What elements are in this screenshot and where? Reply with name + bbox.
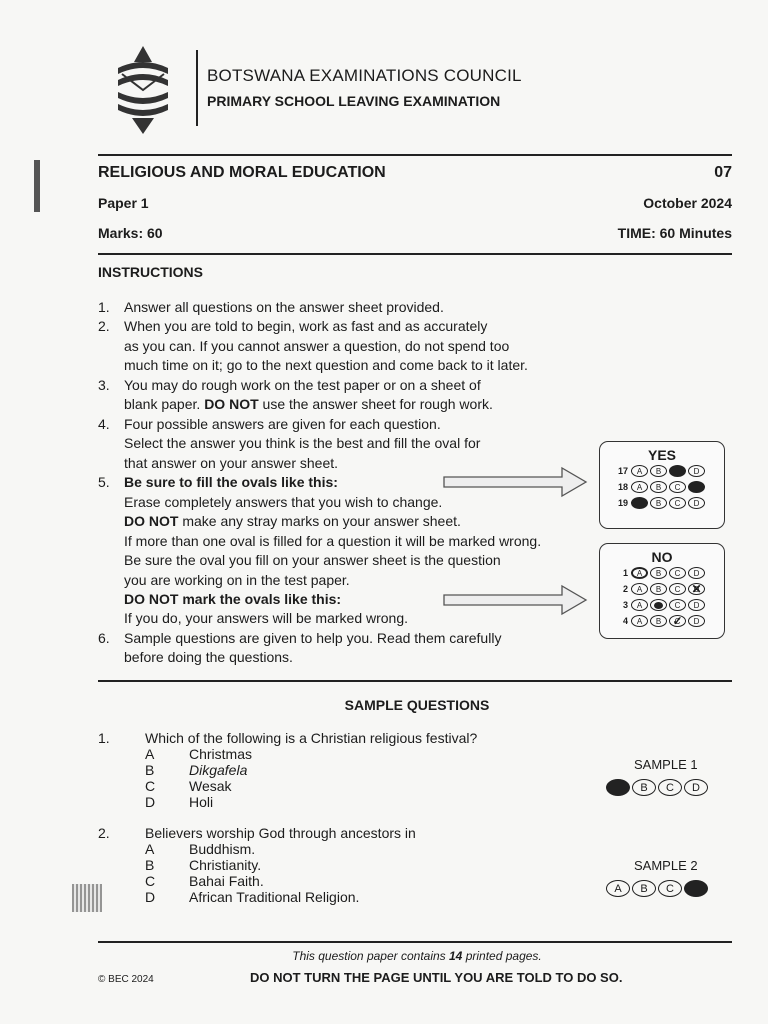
answer-oval: B bbox=[632, 880, 656, 897]
partially-filled-oval bbox=[650, 599, 667, 611]
option-text: Bahai Faith. bbox=[189, 873, 264, 889]
yes-row: 17 A B D bbox=[600, 463, 724, 479]
edge-mark bbox=[34, 160, 40, 212]
page-count-note: This question paper contains 14 printed pages. bbox=[292, 949, 542, 963]
option-letter: B bbox=[145, 857, 155, 873]
crossed-oval: ✕ D bbox=[688, 583, 705, 595]
instr-6-num: 6. bbox=[98, 630, 110, 646]
option-letter: A bbox=[145, 746, 155, 762]
filled-oval bbox=[606, 779, 630, 796]
council-name: BOTSWANA EXAMINATIONS COUNCIL bbox=[207, 66, 522, 85]
yes-row: 18 A B C bbox=[600, 479, 724, 495]
yes-title: YES bbox=[647, 447, 676, 463]
instr-6-line2: before doing the questions. bbox=[124, 649, 293, 665]
sample-q1-text: Which of the following is a Christian religious festival? bbox=[145, 730, 478, 746]
sample-q2-text: Believers worship God through ancestors in bbox=[145, 825, 416, 841]
circled-oval: A bbox=[631, 567, 648, 579]
filled-oval bbox=[669, 465, 686, 477]
instr-5-num: 5. bbox=[98, 474, 110, 490]
copyright: © BEC 2024 bbox=[98, 974, 154, 985]
bec-logo-icon bbox=[112, 44, 174, 136]
sample-1-answer bbox=[604, 779, 708, 796]
instr-5-line2: DO NOT make any stray marks on your answer sheet. bbox=[124, 513, 461, 529]
yes-example-box bbox=[599, 441, 725, 529]
no-title: NO bbox=[651, 549, 673, 565]
sample-1-label: SAMPLE 1 bbox=[634, 757, 698, 772]
no-row: 3 A C D bbox=[600, 597, 724, 613]
sample-q1-num: 1. bbox=[98, 730, 110, 746]
instr-4-line1: Four possible answers are given for each question. bbox=[124, 416, 441, 432]
instr-5-line4: Be sure the oval you fill on your answer sheet is the question bbox=[124, 552, 501, 568]
filled-oval bbox=[688, 481, 705, 493]
option-text: Holi bbox=[189, 794, 214, 810]
sample-questions-heading: SAMPLE QUESTIONS bbox=[344, 697, 490, 713]
paper-number: Paper 1 bbox=[98, 195, 149, 211]
instructions-heading: INSTRUCTIONS bbox=[98, 264, 203, 280]
option-letter: B bbox=[145, 762, 155, 778]
option-text: Wesak bbox=[189, 778, 232, 794]
do-not-turn-warning: DO NOT TURN THE PAGE UNTIL YOU ARE TOLD TO DO SO. bbox=[250, 970, 623, 985]
instr-5-line3: If more than one oval is filled for a question it will be marked wrong. bbox=[124, 533, 542, 549]
instr-4-line2: Select the answer you think is the best and fill the oval for bbox=[124, 435, 481, 451]
no-row: 2 A B C ✕ D bbox=[600, 581, 724, 597]
option-text: African Traditional Religion. bbox=[189, 889, 360, 905]
option-letter: A bbox=[145, 841, 155, 857]
option-letter: D bbox=[145, 889, 156, 905]
instr-2-line2: as you can. If you cannot answer a question, do not spend too bbox=[124, 338, 510, 354]
sample-q2-num: 2. bbox=[98, 825, 110, 841]
instr-3-line1: You may do rough work on the test paper or on a sheet of bbox=[124, 377, 481, 393]
yes-row: 19 B C D bbox=[600, 495, 724, 511]
arrow-right-icon bbox=[442, 466, 588, 498]
answer-oval: A bbox=[606, 880, 630, 897]
answer-oval: C bbox=[658, 880, 682, 897]
filled-oval bbox=[684, 880, 708, 897]
rule-samples bbox=[98, 680, 732, 682]
exam-date: October 2024 bbox=[643, 195, 732, 211]
instr-2-line1: When you are told to begin, work as fast and as accurately bbox=[124, 318, 488, 334]
instr-6-line1: Sample questions are given to help you. Read them carefully bbox=[124, 630, 502, 646]
option-letter: D bbox=[145, 794, 156, 810]
option-letter: C bbox=[145, 778, 156, 794]
instr-4-num: 4. bbox=[98, 416, 110, 432]
instr-2-num: 2. bbox=[98, 318, 110, 334]
ticked-oval: ✓ C bbox=[669, 615, 686, 627]
subject-code: 07 bbox=[714, 164, 732, 181]
rule-bottom bbox=[98, 941, 732, 943]
option-text: Christmas bbox=[189, 746, 253, 762]
filled-oval bbox=[631, 497, 648, 509]
exam-name: PRIMARY SCHOOL LEAVING EXAMINATION bbox=[207, 93, 501, 109]
arrow-right-icon bbox=[442, 584, 588, 616]
no-row: 1 A B C D bbox=[600, 565, 724, 581]
answer-oval: C bbox=[658, 779, 682, 796]
answer-oval: B bbox=[632, 779, 656, 796]
sample-2-label: SAMPLE 2 bbox=[634, 858, 698, 873]
time-allowed: TIME: 60 Minutes bbox=[617, 225, 732, 241]
subject-title: RELIGIOUS AND MORAL EDUCATION bbox=[98, 164, 386, 181]
sample-2-answer bbox=[604, 880, 708, 897]
marks: Marks: 60 bbox=[98, 225, 163, 241]
qr-code-icon bbox=[72, 884, 102, 912]
option-text: Dikgafela bbox=[189, 762, 248, 778]
instr-3-line2: blank paper. DO NOT use the answer sheet for rough work. bbox=[124, 396, 493, 412]
answer-oval: D bbox=[684, 779, 708, 796]
instr-4-line3: that answer on your answer sheet. bbox=[124, 455, 339, 471]
instr-5-line6: DO NOT mark the ovals like this: bbox=[124, 591, 342, 607]
instr-1-num: 1. bbox=[98, 299, 110, 315]
no-row: 4 A B ✓ C D bbox=[600, 613, 724, 629]
option-letter: C bbox=[145, 873, 156, 889]
instr-5-line7: If you do, your answers will be marked wrong. bbox=[124, 610, 409, 626]
no-example-box bbox=[599, 543, 725, 639]
instr-5-line1: Erase completely answers that you wish to change. bbox=[124, 494, 443, 510]
option-text: Buddhism. bbox=[189, 841, 256, 857]
instr-2-line3: much time on it; go to the next question and come back to it later. bbox=[124, 357, 528, 373]
header-divider bbox=[196, 50, 198, 126]
instr-5-bold: Be sure to fill the ovals like this: bbox=[124, 474, 338, 490]
rule-mid bbox=[98, 253, 732, 255]
rule-top bbox=[98, 154, 732, 156]
option-text: Christianity. bbox=[189, 857, 262, 873]
instr-3-num: 3. bbox=[98, 377, 110, 393]
instr-5-line5: you are working on in the test paper. bbox=[124, 572, 350, 588]
instr-1-text: Answer all questions on the answer sheet provided. bbox=[124, 299, 444, 315]
